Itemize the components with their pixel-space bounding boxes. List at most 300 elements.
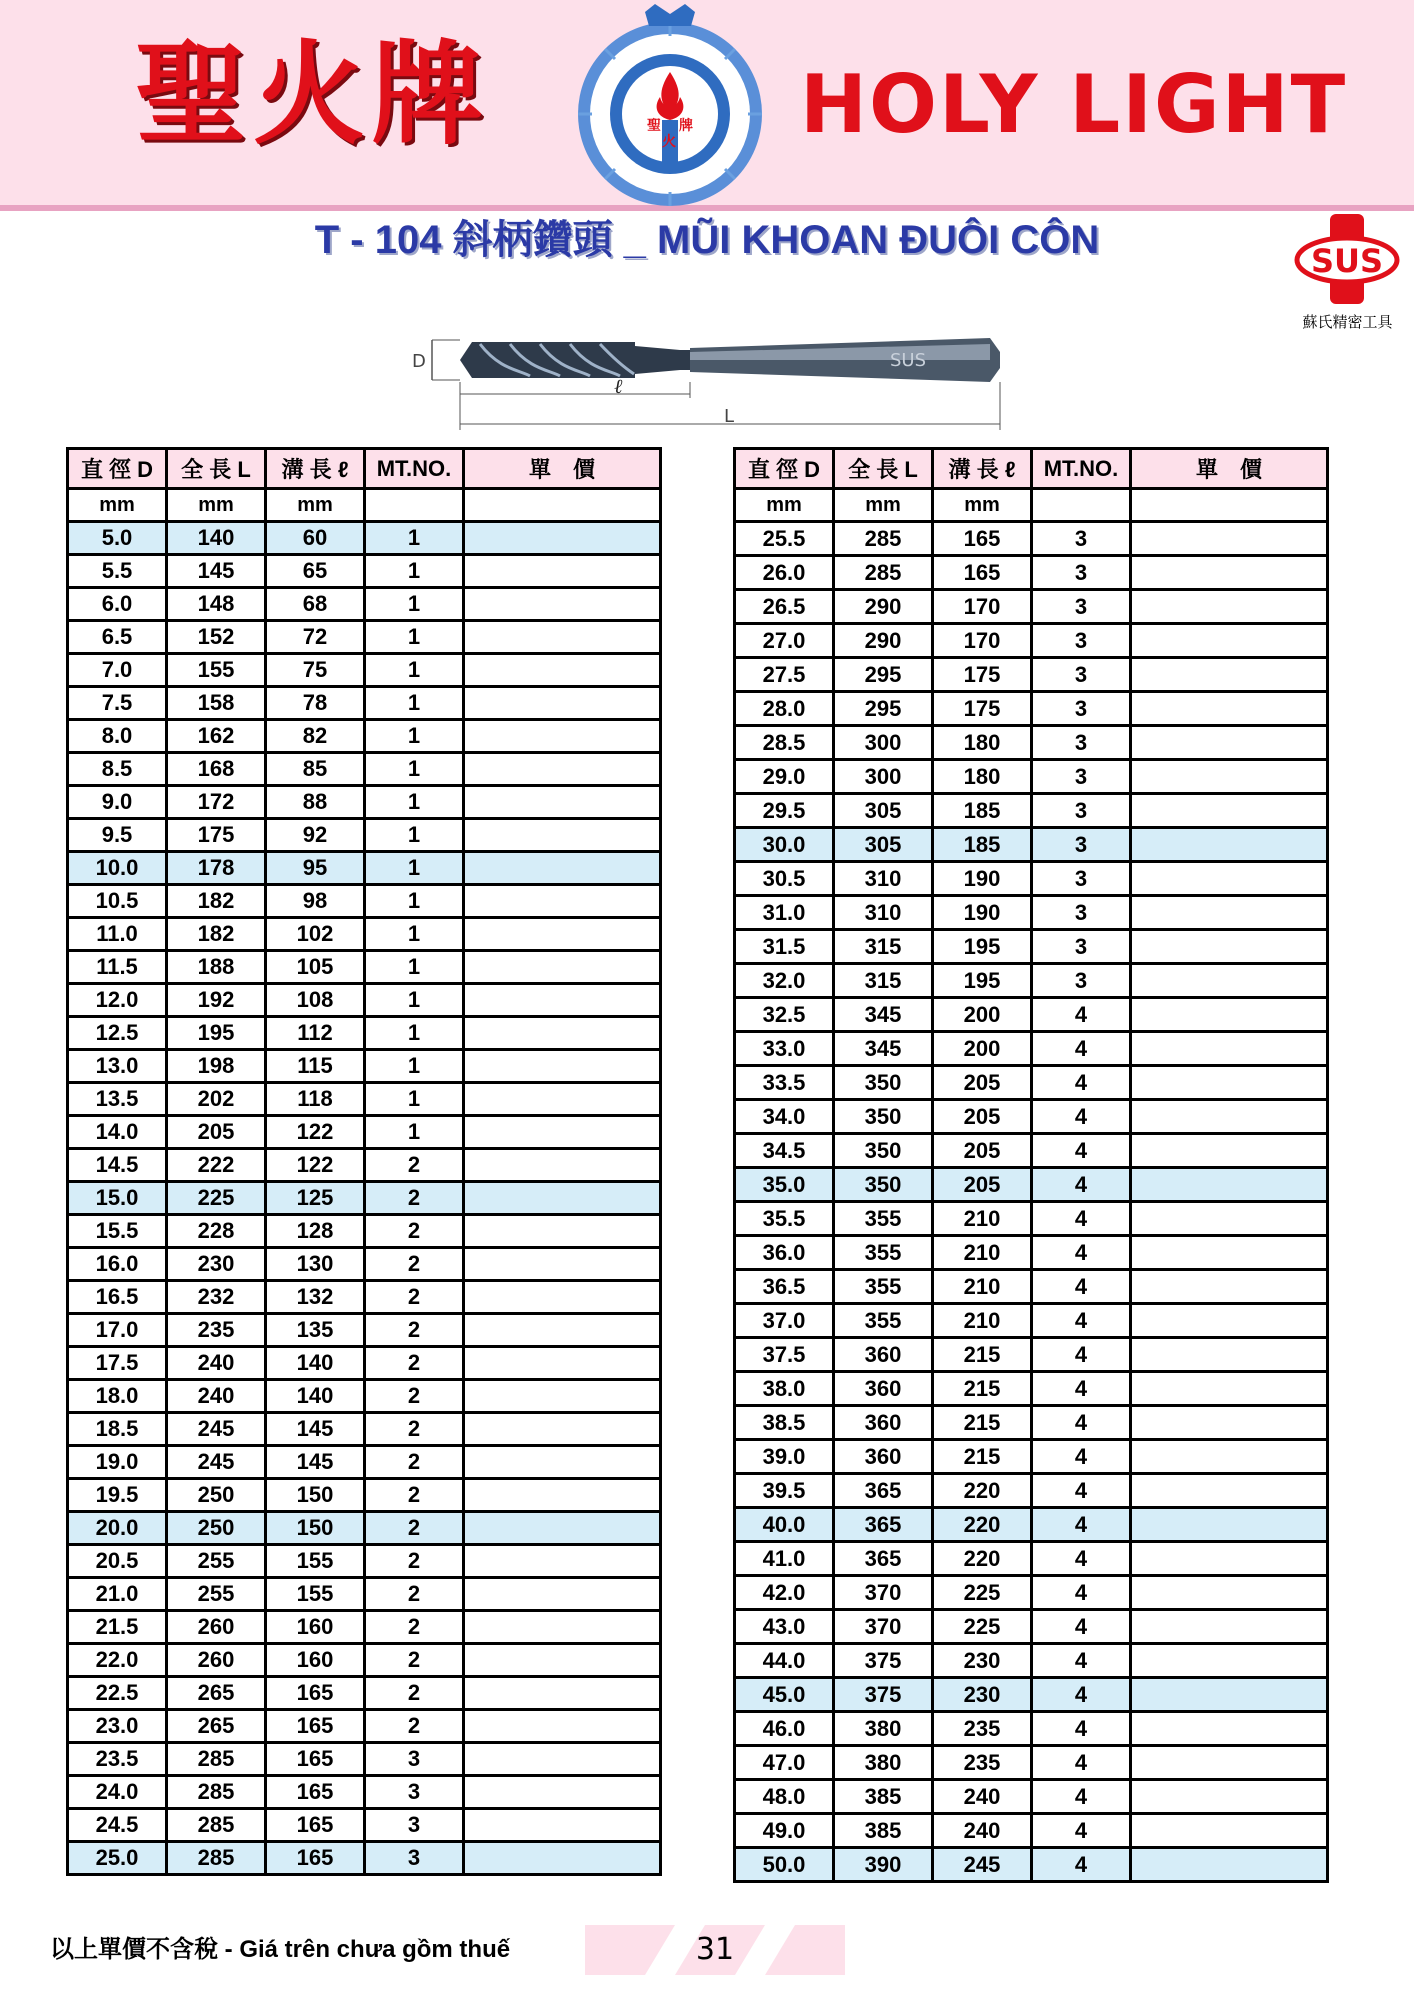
table-row xyxy=(68,1809,661,1842)
table-row xyxy=(68,1248,661,1281)
table-row xyxy=(68,1578,661,1611)
table-row xyxy=(68,1281,661,1314)
table-row xyxy=(68,588,661,621)
cell-unit-price xyxy=(1131,658,1328,692)
cell-mt-no: 1 xyxy=(365,720,464,753)
cell-flute-length: 170 xyxy=(933,624,1032,658)
cell-flute-length: 190 xyxy=(933,896,1032,930)
cell-total-length: 235 xyxy=(167,1314,266,1347)
cell-flute-length: 190 xyxy=(933,862,1032,896)
cell-flute-length: 215 xyxy=(933,1406,1032,1440)
cell-flute-length: 165 xyxy=(933,522,1032,556)
table-row xyxy=(68,984,661,1017)
table-row xyxy=(735,794,1328,828)
cell-flute-length: 160 xyxy=(266,1611,365,1644)
cell-flute-length: 82 xyxy=(266,720,365,753)
cell-mt-no: 1 xyxy=(365,984,464,1017)
cell-mt-no: 3 xyxy=(1032,964,1131,998)
cell-unit-price xyxy=(1131,1814,1328,1848)
cell-unit-price xyxy=(464,720,661,753)
cell-mt-no: 1 xyxy=(365,951,464,984)
cell-unit-price xyxy=(1131,522,1328,556)
unit-cell xyxy=(1131,489,1328,522)
cell-diameter: 43.0 xyxy=(735,1610,834,1644)
table-row xyxy=(68,1314,661,1347)
cell-unit-price xyxy=(1131,1168,1328,1202)
cell-unit-price xyxy=(464,786,661,819)
cell-mt-no: 4 xyxy=(1032,1066,1131,1100)
cell-mt-no: 4 xyxy=(1032,1406,1131,1440)
cell-flute-length: 205 xyxy=(933,1066,1032,1100)
cell-total-length: 355 xyxy=(834,1270,933,1304)
table-row xyxy=(68,1182,661,1215)
cell-diameter: 33.0 xyxy=(735,1032,834,1066)
cell-mt-no: 4 xyxy=(1032,1134,1131,1168)
sus-logo xyxy=(1290,212,1405,337)
cell-diameter: 24.0 xyxy=(68,1776,167,1809)
cell-flute-length: 210 xyxy=(933,1270,1032,1304)
header-flute-length: 溝 長 ℓ xyxy=(933,449,1032,489)
cell-unit-price xyxy=(1131,1372,1328,1406)
cell-total-length: 285 xyxy=(167,1842,266,1875)
cell-flute-length: 60 xyxy=(266,522,365,555)
cell-flute-length: 200 xyxy=(933,998,1032,1032)
cell-unit-price xyxy=(1131,1746,1328,1780)
table-row xyxy=(68,1017,661,1050)
table-row xyxy=(735,1474,1328,1508)
cell-flute-length: 115 xyxy=(266,1050,365,1083)
table-row xyxy=(68,951,661,984)
table-row xyxy=(735,692,1328,726)
cell-unit-price xyxy=(1131,556,1328,590)
cell-diameter: 6.5 xyxy=(68,621,167,654)
sus-caption: 蘇氏精密工具 xyxy=(1302,313,1393,331)
cell-diameter: 45.0 xyxy=(735,1678,834,1712)
cell-total-length: 365 xyxy=(834,1474,933,1508)
cell-diameter: 35.5 xyxy=(735,1202,834,1236)
cell-mt-no: 3 xyxy=(1032,828,1131,862)
cell-mt-no: 2 xyxy=(365,1347,464,1380)
cell-mt-no: 3 xyxy=(1032,658,1131,692)
cell-mt-no: 4 xyxy=(1032,1338,1131,1372)
table-row xyxy=(735,1100,1328,1134)
cell-flute-length: 122 xyxy=(266,1149,365,1182)
cell-flute-length: 210 xyxy=(933,1202,1032,1236)
cell-total-length: 250 xyxy=(167,1512,266,1545)
cell-diameter: 12.0 xyxy=(68,984,167,1017)
cell-mt-no: 1 xyxy=(365,1083,464,1116)
cell-flute-length: 160 xyxy=(266,1644,365,1677)
cell-unit-price xyxy=(464,1347,661,1380)
cell-flute-length: 235 xyxy=(933,1712,1032,1746)
cell-mt-no: 1 xyxy=(365,687,464,720)
cell-mt-no: 4 xyxy=(1032,1576,1131,1610)
cell-unit-price xyxy=(464,1083,661,1116)
cell-diameter: 5.0 xyxy=(68,522,167,555)
holy-light-logo xyxy=(565,2,775,212)
cell-mt-no: 4 xyxy=(1032,1168,1131,1202)
header-diameter: 直 徑 D xyxy=(68,449,167,489)
cell-flute-length: 108 xyxy=(266,984,365,1017)
cell-flute-length: 88 xyxy=(266,786,365,819)
cell-total-length: 285 xyxy=(834,522,933,556)
cell-mt-no: 1 xyxy=(365,1050,464,1083)
cell-mt-no: 4 xyxy=(1032,1270,1131,1304)
cell-total-length: 380 xyxy=(834,1712,933,1746)
cell-unit-price xyxy=(464,1050,661,1083)
cell-mt-no: 4 xyxy=(1032,1474,1131,1508)
cell-total-length: 205 xyxy=(167,1116,266,1149)
unit-cell: mm xyxy=(834,489,933,522)
cell-mt-no: 1 xyxy=(365,1116,464,1149)
cell-mt-no: 4 xyxy=(1032,1814,1131,1848)
cell-unit-price xyxy=(1131,1712,1328,1746)
cell-unit-price xyxy=(1131,1576,1328,1610)
page-title: T - 104 斜柄鑽頭 _ MŨI KHOAN ĐUÔI CÔN xyxy=(314,218,1100,262)
cell-unit-price xyxy=(1131,1610,1328,1644)
table-row xyxy=(735,1610,1328,1644)
cell-mt-no: 1 xyxy=(365,621,464,654)
cell-flute-length: 200 xyxy=(933,1032,1032,1066)
cell-mt-no: 4 xyxy=(1032,1032,1131,1066)
cell-total-length: 158 xyxy=(167,687,266,720)
cell-diameter: 15.5 xyxy=(68,1215,167,1248)
table-row xyxy=(68,1644,661,1677)
cell-mt-no: 3 xyxy=(365,1842,464,1875)
cell-unit-price xyxy=(1131,964,1328,998)
cell-total-length: 350 xyxy=(834,1134,933,1168)
cell-diameter: 21.5 xyxy=(68,1611,167,1644)
cell-diameter: 20.0 xyxy=(68,1512,167,1545)
cell-flute-length: 155 xyxy=(266,1578,365,1611)
cell-unit-price xyxy=(464,885,661,918)
cell-unit-price xyxy=(464,1116,661,1149)
table-row xyxy=(68,786,661,819)
cell-unit-price xyxy=(1131,930,1328,964)
cell-total-length: 305 xyxy=(834,828,933,862)
cell-diameter: 36.5 xyxy=(735,1270,834,1304)
cell-flute-length: 92 xyxy=(266,819,365,852)
cell-unit-price xyxy=(464,1380,661,1413)
cell-mt-no: 2 xyxy=(365,1314,464,1347)
cell-total-length: 355 xyxy=(834,1236,933,1270)
unit-cell: mm xyxy=(167,489,266,522)
table-row xyxy=(68,1710,661,1743)
cell-mt-no: 2 xyxy=(365,1149,464,1182)
cell-unit-price xyxy=(464,555,661,588)
cell-diameter: 42.0 xyxy=(735,1576,834,1610)
table-unit-row xyxy=(68,489,661,522)
table-row xyxy=(68,720,661,753)
cell-flute-length: 210 xyxy=(933,1304,1032,1338)
cell-total-length: 315 xyxy=(834,964,933,998)
cell-diameter: 37.0 xyxy=(735,1304,834,1338)
cell-unit-price xyxy=(464,1842,661,1875)
cell-total-length: 290 xyxy=(834,590,933,624)
cell-unit-price xyxy=(1131,692,1328,726)
table-unit-row xyxy=(735,489,1328,522)
cell-diameter: 35.0 xyxy=(735,1168,834,1202)
table-row xyxy=(735,658,1328,692)
cell-diameter: 7.5 xyxy=(68,687,167,720)
cell-total-length: 360 xyxy=(834,1372,933,1406)
cell-total-length: 240 xyxy=(167,1347,266,1380)
cell-diameter: 8.5 xyxy=(68,753,167,786)
cell-unit-price xyxy=(1131,624,1328,658)
cell-mt-no: 4 xyxy=(1032,1746,1131,1780)
cell-flute-length: 165 xyxy=(933,556,1032,590)
cell-total-length: 172 xyxy=(167,786,266,819)
cell-mt-no: 2 xyxy=(365,1413,464,1446)
cell-flute-length: 102 xyxy=(266,918,365,951)
table-row xyxy=(68,1116,661,1149)
cell-flute-length: 230 xyxy=(933,1678,1032,1712)
cell-unit-price xyxy=(464,1017,661,1050)
cell-total-length: 350 xyxy=(834,1168,933,1202)
cell-total-length: 380 xyxy=(834,1746,933,1780)
cell-flute-length: 220 xyxy=(933,1474,1032,1508)
cell-flute-length: 180 xyxy=(933,726,1032,760)
cell-mt-no: 1 xyxy=(365,654,464,687)
cell-total-length: 202 xyxy=(167,1083,266,1116)
cell-diameter: 14.5 xyxy=(68,1149,167,1182)
cell-unit-price xyxy=(1131,1202,1328,1236)
cell-total-length: 182 xyxy=(167,885,266,918)
cell-total-length: 370 xyxy=(834,1576,933,1610)
cell-flute-length: 215 xyxy=(933,1372,1032,1406)
cell-mt-no: 4 xyxy=(1032,1780,1131,1814)
cell-diameter: 23.0 xyxy=(68,1710,167,1743)
header-total-length: 全 長 L xyxy=(167,449,266,489)
cell-unit-price xyxy=(1131,794,1328,828)
cell-unit-price xyxy=(1131,998,1328,1032)
cell-total-length: 285 xyxy=(167,1743,266,1776)
table-row xyxy=(735,1814,1328,1848)
cell-unit-price xyxy=(1131,1134,1328,1168)
cell-total-length: 198 xyxy=(167,1050,266,1083)
table-row xyxy=(735,828,1328,862)
cell-diameter: 21.0 xyxy=(68,1578,167,1611)
table-row xyxy=(735,930,1328,964)
cell-diameter: 28.0 xyxy=(735,692,834,726)
table-row xyxy=(735,1576,1328,1610)
table-row xyxy=(735,1406,1328,1440)
cell-diameter: 30.5 xyxy=(735,862,834,896)
cell-diameter: 32.0 xyxy=(735,964,834,998)
cell-mt-no: 1 xyxy=(365,786,464,819)
cell-total-length: 295 xyxy=(834,658,933,692)
cell-flute-length: 225 xyxy=(933,1576,1032,1610)
page-number: 31 xyxy=(695,1932,735,1967)
cell-flute-length: 150 xyxy=(266,1479,365,1512)
header-flute-length: 溝 長 ℓ xyxy=(266,449,365,489)
cell-diameter: 31.0 xyxy=(735,896,834,930)
table-row xyxy=(68,621,661,654)
cell-unit-price xyxy=(464,819,661,852)
cell-total-length: 355 xyxy=(834,1304,933,1338)
cell-flute-length: 230 xyxy=(933,1644,1032,1678)
cell-flute-length: 150 xyxy=(266,1512,365,1545)
cell-unit-price xyxy=(464,1314,661,1347)
cell-total-length: 152 xyxy=(167,621,266,654)
cell-total-length: 370 xyxy=(834,1610,933,1644)
cell-flute-length: 175 xyxy=(933,692,1032,726)
cell-diameter: 18.5 xyxy=(68,1413,167,1446)
cell-flute-length: 118 xyxy=(266,1083,365,1116)
table-row xyxy=(68,1776,661,1809)
cell-flute-length: 145 xyxy=(266,1446,365,1479)
header-total-length: 全 長 L xyxy=(834,449,933,489)
cell-flute-length: 85 xyxy=(266,753,365,786)
brand-english-name: HOLY LIGHT xyxy=(800,58,1348,151)
cell-unit-price xyxy=(1131,1406,1328,1440)
table-row xyxy=(68,1479,661,1512)
cell-mt-no: 2 xyxy=(365,1446,464,1479)
cell-total-length: 188 xyxy=(167,951,266,984)
cell-unit-price xyxy=(464,1281,661,1314)
diagram-shank-text: SUS xyxy=(890,350,927,371)
cell-mt-no: 4 xyxy=(1032,1304,1131,1338)
cell-total-length: 390 xyxy=(834,1848,933,1882)
cell-total-length: 265 xyxy=(167,1710,266,1743)
cell-mt-no: 2 xyxy=(365,1545,464,1578)
table-row xyxy=(68,1611,661,1644)
cell-flute-length: 220 xyxy=(933,1542,1032,1576)
cell-mt-no: 3 xyxy=(365,1776,464,1809)
cell-total-length: 350 xyxy=(834,1066,933,1100)
cell-diameter: 25.0 xyxy=(68,1842,167,1875)
cell-total-length: 232 xyxy=(167,1281,266,1314)
cell-diameter: 22.0 xyxy=(68,1644,167,1677)
cell-mt-no: 1 xyxy=(365,588,464,621)
cell-total-length: 305 xyxy=(834,794,933,828)
cell-diameter: 49.0 xyxy=(735,1814,834,1848)
cell-flute-length: 128 xyxy=(266,1215,365,1248)
cell-diameter: 32.5 xyxy=(735,998,834,1032)
cell-diameter: 47.0 xyxy=(735,1746,834,1780)
cell-mt-no: 2 xyxy=(365,1512,464,1545)
cell-unit-price xyxy=(464,1413,661,1446)
cell-diameter: 36.0 xyxy=(735,1236,834,1270)
cell-unit-price xyxy=(1131,1304,1328,1338)
cell-flute-length: 165 xyxy=(266,1809,365,1842)
cell-diameter: 13.0 xyxy=(68,1050,167,1083)
cell-flute-length: 205 xyxy=(933,1168,1032,1202)
cell-total-length: 310 xyxy=(834,862,933,896)
cell-mt-no: 4 xyxy=(1032,1372,1131,1406)
cell-mt-no: 3 xyxy=(1032,522,1131,556)
cell-total-length: 245 xyxy=(167,1413,266,1446)
cell-flute-length: 240 xyxy=(933,1814,1032,1848)
cell-flute-length: 170 xyxy=(933,590,1032,624)
cell-unit-price xyxy=(464,1578,661,1611)
table-row xyxy=(735,998,1328,1032)
table-row xyxy=(735,1644,1328,1678)
cell-diameter: 27.5 xyxy=(735,658,834,692)
cell-flute-length: 165 xyxy=(266,1842,365,1875)
cell-diameter: 41.0 xyxy=(735,1542,834,1576)
table-row xyxy=(735,590,1328,624)
cell-mt-no: 4 xyxy=(1032,1236,1131,1270)
diagram-label-d: D xyxy=(412,351,426,372)
cell-diameter: 26.5 xyxy=(735,590,834,624)
table-row xyxy=(735,1270,1328,1304)
cell-total-length: 155 xyxy=(167,654,266,687)
cell-diameter: 40.0 xyxy=(735,1508,834,1542)
cell-total-length: 178 xyxy=(167,852,266,885)
cell-mt-no: 3 xyxy=(1032,760,1131,794)
table-row xyxy=(735,1678,1328,1712)
cell-flute-length: 122 xyxy=(266,1116,365,1149)
drill-diagram xyxy=(410,330,1010,440)
cell-diameter: 34.0 xyxy=(735,1100,834,1134)
cell-unit-price xyxy=(464,1182,661,1215)
table-row xyxy=(68,885,661,918)
cell-total-length: 375 xyxy=(834,1678,933,1712)
table-row xyxy=(735,1712,1328,1746)
cell-unit-price xyxy=(464,1710,661,1743)
cell-total-length: 285 xyxy=(167,1776,266,1809)
cell-unit-price xyxy=(464,852,661,885)
cell-diameter: 26.0 xyxy=(735,556,834,590)
cell-total-length: 345 xyxy=(834,1032,933,1066)
table-row xyxy=(735,1848,1328,1882)
cell-mt-no: 4 xyxy=(1032,1542,1131,1576)
cell-mt-no: 1 xyxy=(365,852,464,885)
cell-unit-price xyxy=(1131,1270,1328,1304)
cell-diameter: 20.5 xyxy=(68,1545,167,1578)
cell-flute-length: 225 xyxy=(933,1610,1032,1644)
cell-mt-no: 2 xyxy=(365,1611,464,1644)
cell-total-length: 360 xyxy=(834,1338,933,1372)
cell-total-length: 295 xyxy=(834,692,933,726)
cell-diameter: 39.0 xyxy=(735,1440,834,1474)
cell-mt-no: 4 xyxy=(1032,1678,1131,1712)
cell-flute-length: 112 xyxy=(266,1017,365,1050)
cell-flute-length: 220 xyxy=(933,1508,1032,1542)
cell-unit-price xyxy=(464,654,661,687)
cell-unit-price xyxy=(1131,1508,1328,1542)
cell-total-length: 192 xyxy=(167,984,266,1017)
cell-diameter: 11.5 xyxy=(68,951,167,984)
cell-mt-no: 3 xyxy=(1032,862,1131,896)
cell-total-length: 222 xyxy=(167,1149,266,1182)
cell-diameter: 31.5 xyxy=(735,930,834,964)
cell-flute-length: 210 xyxy=(933,1236,1032,1270)
cell-total-length: 255 xyxy=(167,1545,266,1578)
cell-diameter: 50.0 xyxy=(735,1848,834,1882)
cell-total-length: 285 xyxy=(167,1809,266,1842)
table-row xyxy=(68,1380,661,1413)
table-row xyxy=(735,1066,1328,1100)
cell-diameter: 48.0 xyxy=(735,1780,834,1814)
cell-flute-length: 195 xyxy=(933,930,1032,964)
cell-flute-length: 65 xyxy=(266,555,365,588)
table-row xyxy=(68,522,661,555)
cell-total-length: 260 xyxy=(167,1644,266,1677)
cell-diameter: 10.0 xyxy=(68,852,167,885)
cell-unit-price xyxy=(1131,590,1328,624)
cell-unit-price xyxy=(1131,1066,1328,1100)
table-row xyxy=(735,726,1328,760)
logo-char-2: 火 xyxy=(662,134,676,150)
table-row xyxy=(68,1545,661,1578)
cell-flute-length: 180 xyxy=(933,760,1032,794)
cell-unit-price xyxy=(1131,1474,1328,1508)
cell-flute-length: 165 xyxy=(266,1710,365,1743)
cell-diameter: 6.0 xyxy=(68,588,167,621)
cell-flute-length: 165 xyxy=(266,1677,365,1710)
